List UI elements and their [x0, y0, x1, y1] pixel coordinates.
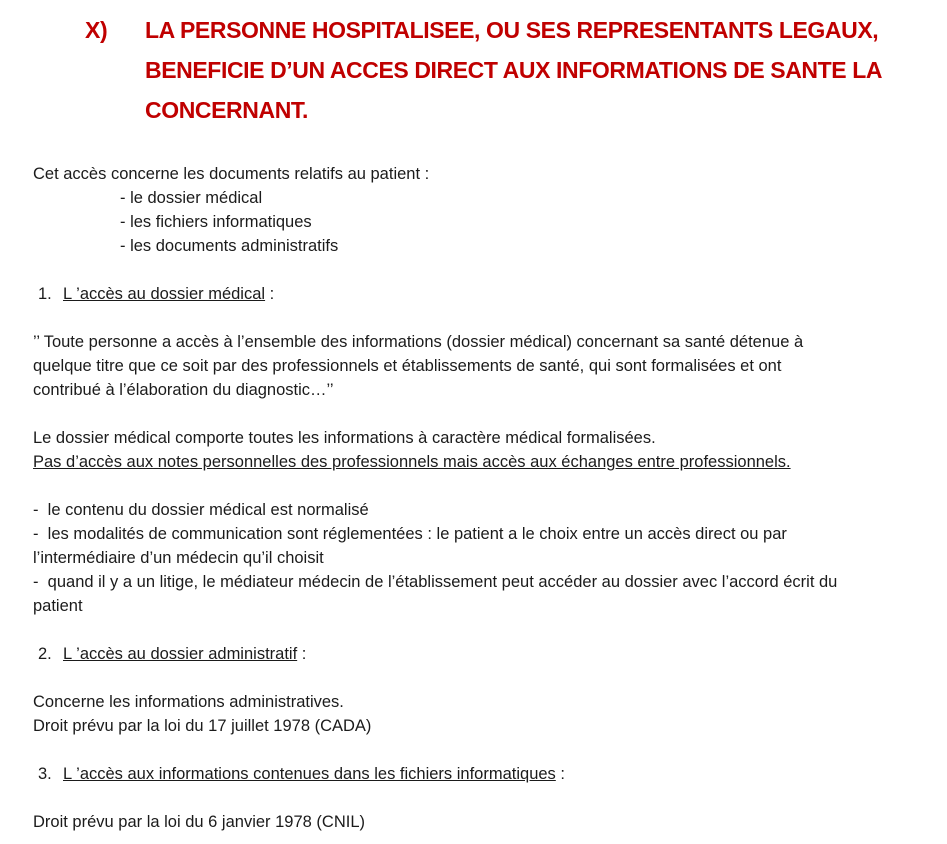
heading-number: X) [85, 17, 108, 43]
quote-line: quelque titre que ce soit par des professionnels et établissements de santé, qui sont formalisées et ont [33, 357, 782, 375]
document-body [33, 162, 947, 834]
spacer [33, 738, 947, 762]
spacer [33, 474, 947, 498]
section-1-number: 1. [38, 285, 52, 303]
spacer [33, 402, 947, 426]
quote-line: contribué à l’élaboration du diagnostic…’’ [33, 381, 334, 399]
bullet-line: - le contenu du dossier médical est normalisé [33, 501, 369, 519]
section-2-heading [33, 642, 947, 666]
spacer [33, 618, 947, 642]
section-1-heading [33, 282, 947, 306]
document-heading [85, 10, 917, 130]
spacer [33, 666, 947, 690]
heading-line-2: BENEFICIE D’UN ACCES DIRECT AUX INFORMATIONS DE SANTE LA [145, 57, 883, 83]
paragraph: Le dossier médical comporte toutes les informations à caractère médical formalisées. [33, 429, 656, 447]
section-1-colon: : [265, 285, 275, 303]
section-2-number: 2. [38, 645, 52, 663]
bullet-line: - les modalités de communication sont réglementées : le patient a le choix entre un accès direct ou par [33, 525, 787, 543]
paragraph: Concerne les informations administratives. [33, 693, 344, 711]
spacer [33, 258, 947, 282]
intro-list-item: - le dossier médical [120, 189, 263, 207]
heading-line-3: CONCERNANT. [145, 97, 308, 123]
section-3-title: L ’accès aux informations contenues dans les fichiers informatiques [63, 765, 556, 783]
bullet-line: - quand il y a un litige, le médiateur médecin de l’établissement peut accéder au dossier avec l’accord écrit du [33, 573, 838, 591]
paragraph: Droit prévu par la loi du 6 janvier 1978 (CNIL) [33, 813, 365, 831]
section-2-colon: : [297, 645, 307, 663]
bullet-line: patient [33, 597, 83, 615]
paragraph: Droit prévu par la loi du 17 juillet 1978 (CADA) [33, 717, 372, 735]
spacer [33, 306, 947, 330]
bullet-line: l’intermédiaire d’un médecin qu’il choisit [33, 549, 324, 567]
underlined-paragraph: Pas d’accès aux notes personnelles des professionnels mais accès aux échanges entre professionnels. [33, 453, 791, 471]
heading-line-1: LA PERSONNE HOSPITALISEE, OU SES REPRESENTANTS LEGAUX, [145, 17, 879, 43]
quote-line: ’’ Toute personne a accès à l’ensemble des informations (dossier médical) concernant sa santé détenue à [33, 333, 804, 351]
section-3-colon: : [555, 765, 565, 783]
section-3-heading [33, 762, 947, 786]
spacer [33, 786, 947, 810]
section-2-title: L ’accès au dossier administratif [63, 645, 298, 663]
section-3-number: 3. [38, 765, 52, 783]
intro-list-item: - les documents administratifs [120, 237, 339, 255]
intro-list-item: - les fichiers informatiques [120, 213, 312, 231]
section-1-title: L ’accès au dossier médical [63, 285, 266, 303]
intro-lead: Cet accès concerne les documents relatifs au patient : [33, 165, 430, 183]
